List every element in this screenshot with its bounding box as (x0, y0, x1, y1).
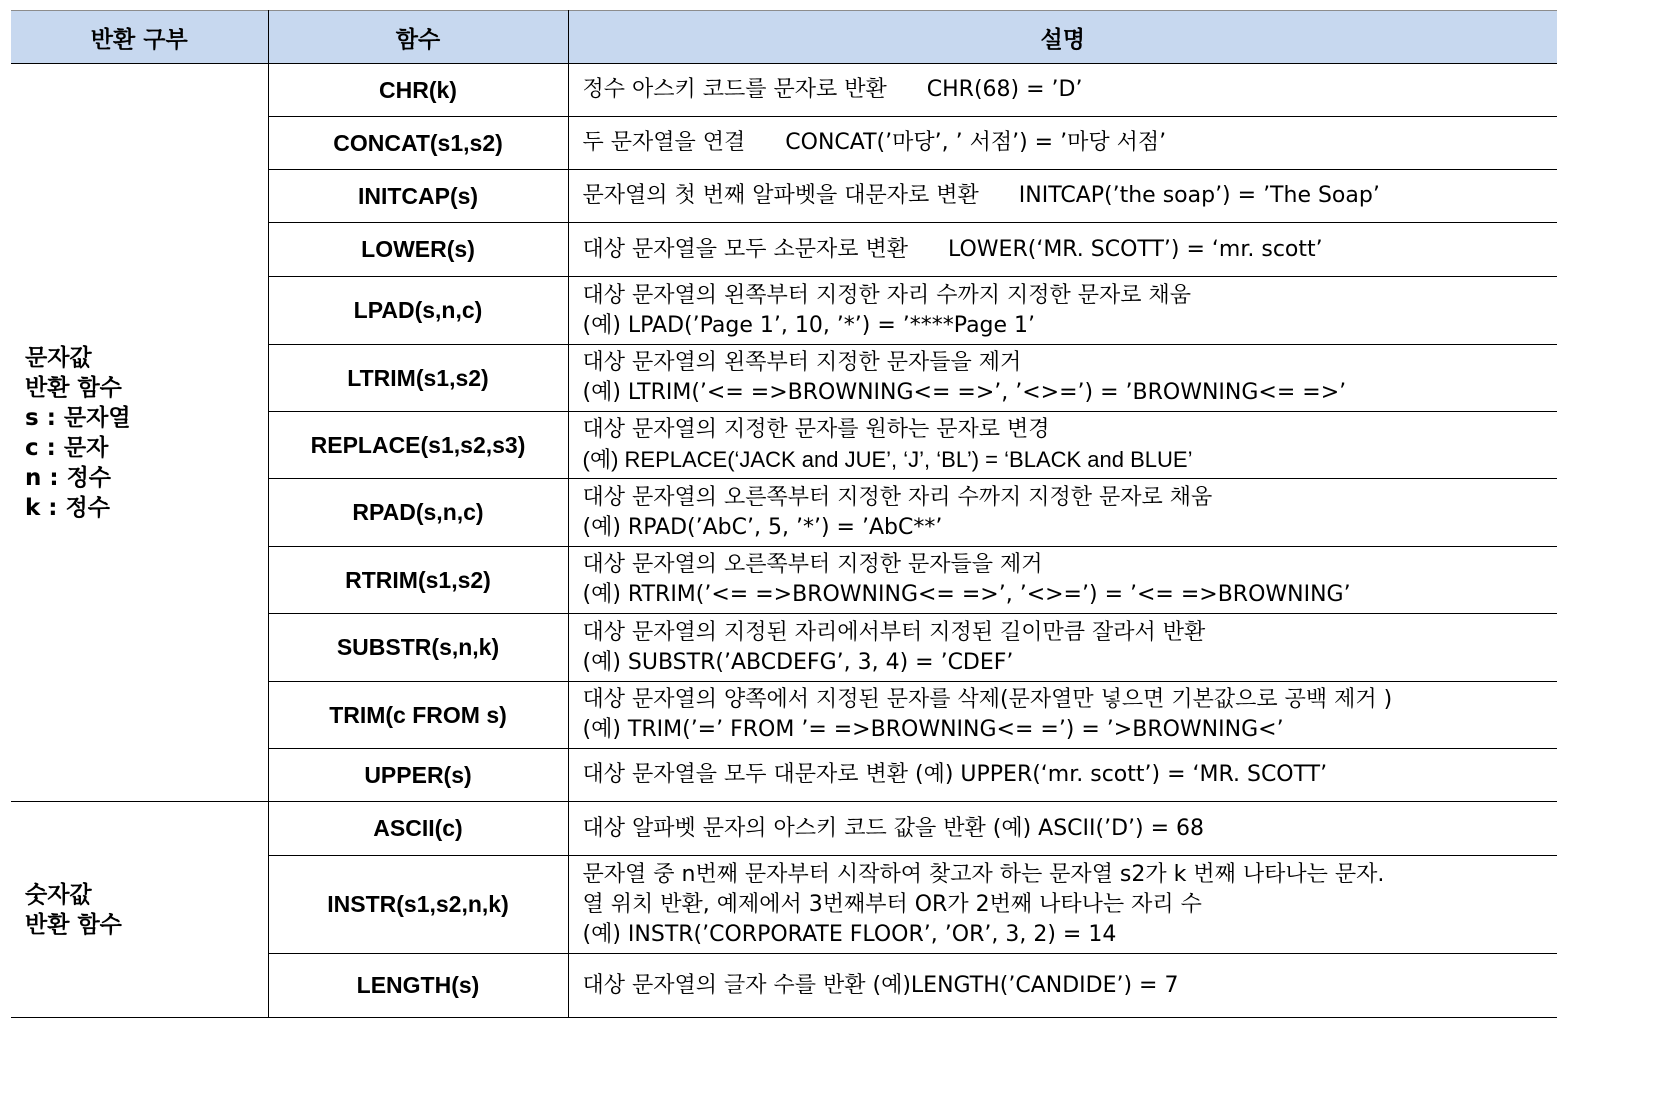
function-name: REPLACE(s1,s2,s3) (268, 412, 568, 479)
function-description (568, 856, 1557, 954)
function-description (568, 954, 1557, 1018)
function-description (568, 117, 1557, 170)
example-text: INITCAP(’the soap’) = ’The Soap’ (1018, 183, 1380, 208)
category-line: 숫자값 (25, 881, 92, 908)
category-line: 문자값 (25, 344, 92, 371)
function-name: INSTR(s1,s2,n,k) (268, 856, 568, 954)
function-description (568, 223, 1557, 277)
function-name: LTRIM(s1,s2) (268, 345, 568, 412)
description-text: 대상 문자열의 왼쪽부터 지정한 자리 수까지 지정한 문자로 채움 (582, 282, 1191, 308)
function-name: TRIM(c FROM s) (268, 682, 568, 749)
function-name: CHR(k) (268, 64, 568, 117)
function-description (568, 749, 1557, 802)
header-function: 함수 (268, 11, 568, 64)
category-line: k : 정수 (25, 494, 110, 521)
example-text: (예) INSTR(’CORPORATE FLOOR’, ’OR’, 3, 2) = 14 (582, 921, 1117, 947)
description-text: 대상 문자열의 글자 수를 반환 (예)LENGTH(’CANDIDE’) = 7 (582, 972, 1179, 998)
description-text: 정수 아스키 코드를 문자로 반환 (582, 77, 887, 102)
example-text: (예) LPAD(’Page 1’, 10, ’*’) = ’****Page 1’ (582, 312, 1036, 338)
function-description (568, 682, 1557, 749)
description-text: 대상 문자열의 오른쪽부터 지정한 자리 수까지 지정한 문자로 채움 (582, 484, 1213, 510)
description-text: 대상 문자열을 모두 대문자로 변환 (예) UPPER(‘mr. scott’) = ‘MR. SCOTT’ (582, 762, 1328, 787)
table-row (11, 64, 1557, 117)
example-text: (예) RPAD(’AbC’, 5, ’*’) = ’AbC**’ (582, 514, 943, 540)
category-cell (11, 64, 268, 802)
category-line: 반환 함수 (25, 374, 122, 401)
function-description (568, 479, 1557, 547)
category-line: s : 문자열 (25, 404, 131, 431)
header-category: 반환 구부 (11, 11, 268, 64)
function-name: LPAD(s,n,c) (268, 277, 568, 345)
header-row (11, 11, 1557, 64)
function-name: RTRIM(s1,s2) (268, 547, 568, 614)
table-row (11, 802, 1557, 856)
function-name: RPAD(s,n,c) (268, 479, 568, 547)
example-text: (예) TRIM(’=’ FROM ’= =>BROWNING<= =’) = ’>BROWNING<’ (582, 717, 1284, 742)
description-text: 문자열의 첫 번째 알파벳을 대문자로 변환 (582, 183, 979, 208)
example-text: (예) LTRIM(’<= =>BROWNING<= =>’, ’<>=’) = ’BROWNING<= =>’ (582, 380, 1347, 405)
example-text: CHR(68) = ’D’ (926, 77, 1083, 102)
description-text: 열 위치 반환, 예제에서 3번째부터 OR가 2번째 나타나는 자리 수 (582, 891, 1202, 917)
category-line: c : 문자 (25, 434, 109, 461)
description-text: 대상 문자열의 오른쪽부터 지정한 문자들을 제거 (582, 552, 1043, 577)
function-name: ASCII(c) (268, 802, 568, 856)
function-name: UPPER(s) (268, 749, 568, 802)
function-name: LOWER(s) (268, 223, 568, 277)
function-description (568, 170, 1557, 223)
function-name: CONCAT(s1,s2) (268, 117, 568, 170)
function-name: INITCAP(s) (268, 170, 568, 223)
function-name: LENGTH(s) (268, 954, 568, 1018)
function-description (568, 64, 1557, 117)
description-text: 대상 문자열의 지정한 문자를 원하는 문자로 변경 (582, 417, 1050, 442)
description-text: 대상 문자열의 왼쪽부터 지정한 문자들을 제거 (582, 350, 1022, 375)
description-text: 대상 문자열을 모두 소문자로 변환 (582, 236, 909, 262)
category-line: 반환 함수 (25, 911, 122, 938)
function-description (568, 547, 1557, 614)
description-text: 두 문자열을 연결 (582, 130, 746, 155)
function-name: SUBSTR(s,n,k) (268, 614, 568, 682)
function-description (568, 614, 1557, 682)
example-text: (예) RTRIM(’<= =>BROWNING<= =>’, ’<>=’) = ’<= =>BROWNING’ (582, 582, 1351, 607)
example-text: CONCAT(’마당’, ’ 서점’) = ’마당 서점’ (785, 130, 1167, 155)
function-description (568, 412, 1557, 479)
category-cell (11, 802, 268, 1018)
description-text: 대상 알파벳 문자의 아스키 코드 값을 반환 (예) ASCII(’D’) = 68 (582, 815, 1205, 841)
example-text: LOWER(‘MR. SCOTT’) = ‘mr. scott’ (948, 236, 1323, 262)
function-description (568, 802, 1557, 856)
example-text: (예) REPLACE(‘JACK and JUE’, ‘J’, ‘BL’) = ‘BLACK and BLUE’ (582, 447, 1193, 472)
function-description (568, 277, 1557, 345)
description-text: 대상 문자열의 양쪽에서 지정된 문자를 삭제(문자열만 넣으면 기본값으로 공백 제거 ) (582, 687, 1393, 712)
function-description (568, 345, 1557, 412)
description-text: 대상 문자열의 지정된 자리에서부터 지정된 길이만큼 잘라서 반환 (582, 619, 1206, 645)
description-text: 문자열 중 n번째 문자부터 시작하여 찾고자 하는 문자열 s2가 k 번째 나타나는 문자. (582, 861, 1385, 887)
header-description: 설명 (568, 11, 1557, 64)
category-line: n : 정수 (25, 464, 112, 491)
example-text: (예) SUBSTR(’ABCDEFG’, 3, 4) = ’CDEF’ (582, 649, 1014, 675)
function-table (11, 10, 1557, 1018)
